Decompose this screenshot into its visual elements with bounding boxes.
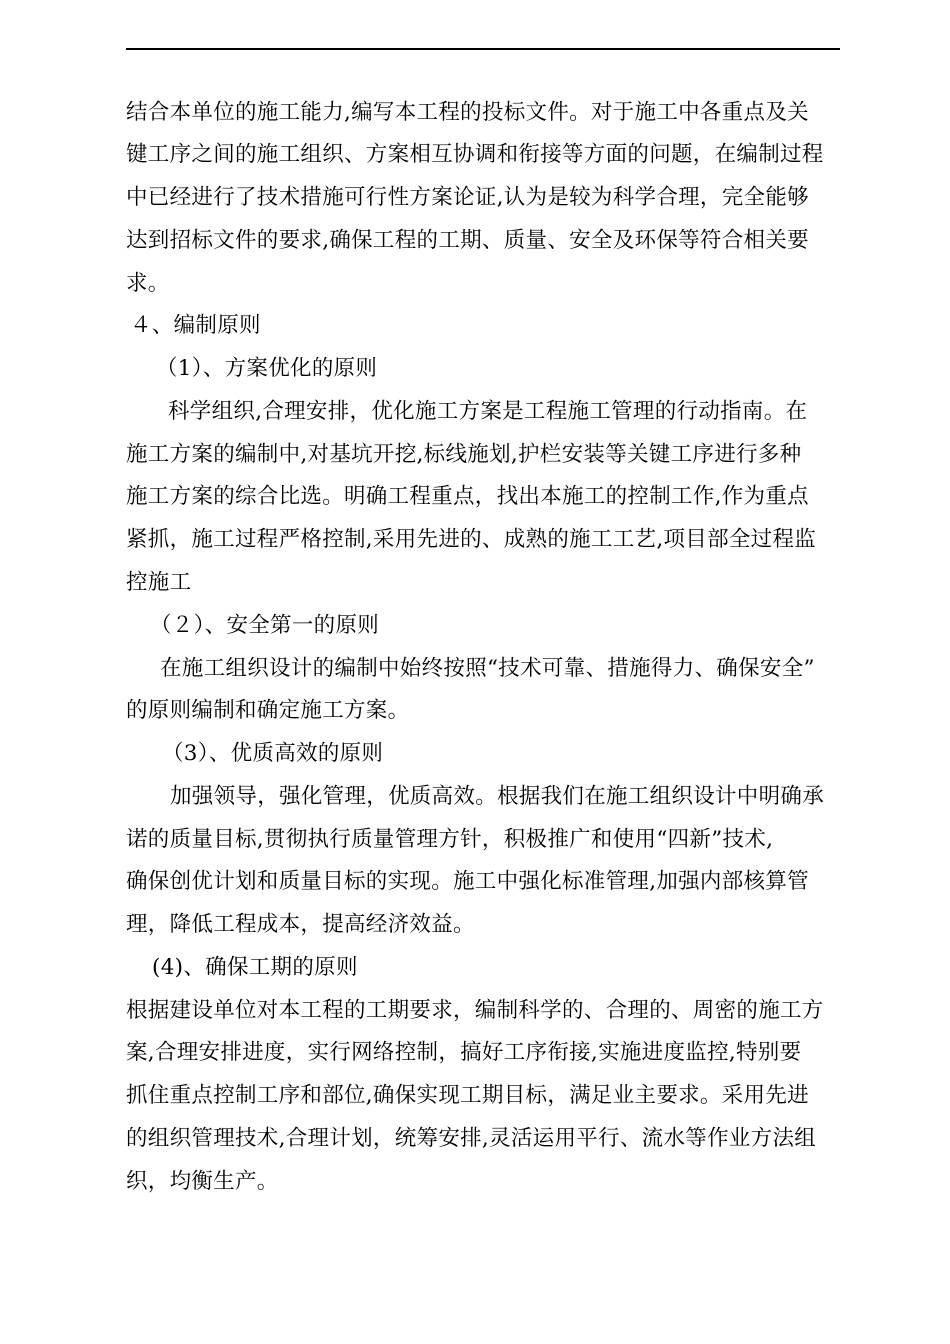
text-line: 的原则编制和确定施工方案。 — [126, 698, 410, 723]
text-line: 控施工 — [126, 570, 192, 595]
text-line: 施工方案的综合比选。明确工程重点，找出本施工的控制工作,作为重点 — [126, 484, 809, 509]
text-line: 加强领导，强化管理，优质高效。根据我们在施工组织设计中明确承 — [170, 784, 825, 809]
text-line: 中已经进行了技术措施可行性方案论证,认为是较为科学合理，完全能够 — [126, 185, 809, 210]
subsection-heading: （3）、优质高效的原则 — [162, 741, 384, 766]
header-rule — [126, 48, 840, 50]
text-line: 键工序之间的施工组织、方案相互协调和衔接等方面的问题，在编制过程 — [126, 142, 824, 167]
text-line: 织，均衡生产。 — [126, 1169, 279, 1194]
text-line: 根据建设单位对本工程的工期要求，编制科学的、合理的、周密的施工方 — [126, 998, 824, 1023]
subsection-heading: （1）、方案优化的原则 — [156, 356, 378, 381]
text-line: 结合本单位的施工能力,编写本工程的投标文件。对于施工中各重点及关 — [126, 100, 809, 125]
text-line: 在施工组织设计的编制中始终按照“技术可靠、措施得力、确保安全” — [160, 656, 815, 681]
text-line: 紧抓，施工过程严格控制,采用先进的、成熟的施工工艺,项目部全过程监 — [126, 527, 817, 552]
text-line: 求。 — [126, 271, 170, 296]
text-line: 抓住重点控制工序和部位,确保实现工期目标，满足业主要求。采用先进 — [126, 1083, 809, 1108]
subsection-heading: （２）、安全第一的原则 — [150, 613, 380, 638]
text-line: 达到招标文件的要求,确保工程的工期、质量、安全及环保等符合相关要 — [126, 228, 809, 253]
text-line: 的组织管理技术,合理计划，统筹安排,灵活运用平行、流水等作业方法组 — [126, 1126, 817, 1151]
text-line: 诺的质量目标,贯彻执行质量管理方针，积极推广和使用“四新”技术, — [126, 827, 774, 852]
text-line: 案,合理安排进度，实行网络控制，搞好工序衔接,实施进度监控,特别要 — [126, 1040, 802, 1065]
text-line: 施工方案的编制中,对基坑开挖,标线施划,护栏安装等关键工序进行多种 — [126, 442, 802, 467]
text-line: 理，降低工程成本，提高经济效益。 — [126, 912, 475, 937]
section-heading: ４、编制原则 — [130, 313, 261, 338]
subsection-heading: (4)、确保工期的原则 — [152, 955, 358, 980]
text-line: 科学组织,合理安排，优化施工方案是工程施工管理的行动指南。在 — [168, 399, 808, 424]
text-line: 确保创优计划和质量目标的实现。施工中强化标准管理,加强内部核算管 — [126, 869, 809, 894]
